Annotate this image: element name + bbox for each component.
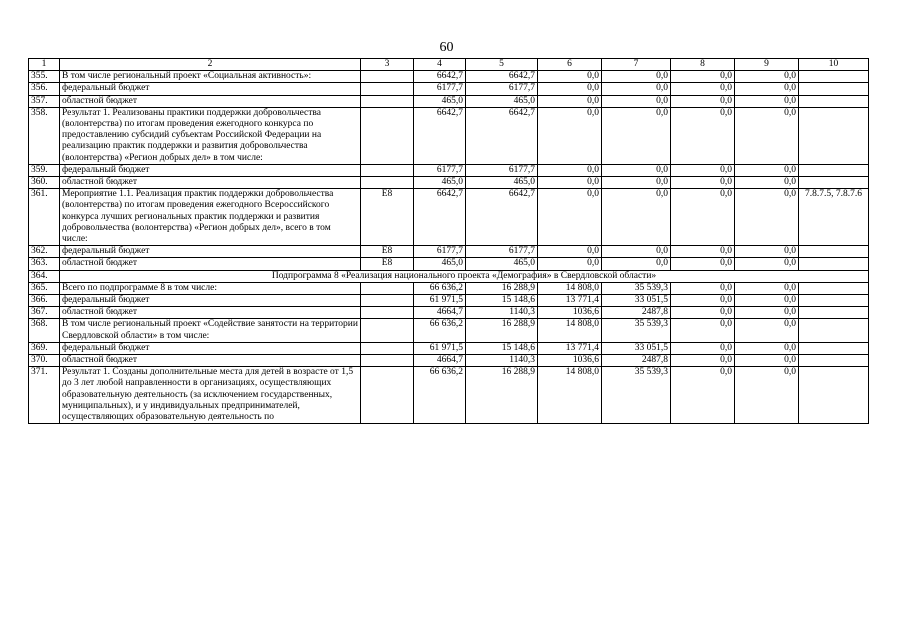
row-description: областной бюджет [60, 95, 361, 107]
row-number: 368. [29, 319, 60, 342]
row-code [361, 71, 414, 83]
col8-value: 0,0 [671, 71, 735, 83]
col7-value: 35 539,3 [602, 282, 671, 294]
col9-value: 0,0 [735, 71, 799, 83]
col5-value: 16 288,9 [466, 367, 538, 424]
table-row [29, 367, 869, 424]
col8-value: 0,0 [671, 295, 735, 307]
table-row [29, 189, 869, 246]
column-header: 9 [735, 59, 799, 71]
col9-value: 0,0 [735, 246, 799, 258]
col10-reference [799, 258, 869, 270]
col8-value: 0,0 [671, 355, 735, 367]
col6-value: 0,0 [538, 177, 602, 189]
col4-value: 465,0 [414, 177, 466, 189]
col4-value: 465,0 [414, 95, 466, 107]
col10-reference [799, 164, 869, 176]
col4-value: 66 636,2 [414, 319, 466, 342]
row-code [361, 295, 414, 307]
col7-value: 35 539,3 [602, 367, 671, 424]
row-description: областной бюджет [60, 177, 361, 189]
col5-value: 16 288,9 [466, 282, 538, 294]
col8-value: 0,0 [671, 246, 735, 258]
row-description: федеральный бюджет [60, 83, 361, 95]
table-row [29, 95, 869, 107]
row-code [361, 107, 414, 164]
row-description: Мероприятие 1.1. Реализация практик поддержки добровольчества (волонтерства) по итогам проведения ежегодного Всероссийского конкурса лучших региональных практик поддержки и развития добровольчества (волонтерства) «Регион добрых дел», всего в том числе: [60, 189, 361, 246]
row-number: 365. [29, 282, 60, 294]
col7-value: 33 051,5 [602, 342, 671, 354]
row-description: областной бюджет [60, 355, 361, 367]
col8-value: 0,0 [671, 95, 735, 107]
col5-value: 16 288,9 [466, 319, 538, 342]
row-description: федеральный бюджет [60, 295, 361, 307]
col7-value: 0,0 [602, 164, 671, 176]
col10-reference [799, 246, 869, 258]
row-code [361, 177, 414, 189]
col10-reference [799, 282, 869, 294]
row-code [361, 95, 414, 107]
row-description: федеральный бюджет [60, 342, 361, 354]
col4-value: 61 971,5 [414, 342, 466, 354]
col4-value: 66 636,2 [414, 282, 466, 294]
col5-value: 6642,7 [466, 189, 538, 246]
column-header: 4 [414, 59, 466, 71]
col9-value: 0,0 [735, 258, 799, 270]
col9-value: 0,0 [735, 342, 799, 354]
col9-value: 0,0 [735, 95, 799, 107]
row-code [361, 307, 414, 319]
col4-value: 4664,7 [414, 355, 466, 367]
column-header: 1 [29, 59, 60, 71]
row-number: 356. [29, 83, 60, 95]
row-code: Е8 [361, 258, 414, 270]
col9-value: 0,0 [735, 319, 799, 342]
table-row [29, 355, 869, 367]
col5-value: 6177,7 [466, 83, 538, 95]
col7-value: 0,0 [602, 107, 671, 164]
col10-reference [799, 355, 869, 367]
col9-value: 0,0 [735, 307, 799, 319]
col7-value: 0,0 [602, 177, 671, 189]
column-header: 10 [799, 59, 869, 71]
col8-value: 0,0 [671, 367, 735, 424]
table-row [29, 307, 869, 319]
row-description: В том числе региональный проект «Социальная активность»: [60, 71, 361, 83]
col5-value: 15 148,6 [466, 342, 538, 354]
table-row [29, 282, 869, 294]
column-header: 2 [60, 59, 361, 71]
col7-value: 0,0 [602, 83, 671, 95]
row-number: 367. [29, 307, 60, 319]
col4-value: 6642,7 [414, 189, 466, 246]
col4-value: 4664,7 [414, 307, 466, 319]
col10-reference [799, 83, 869, 95]
row-number: 370. [29, 355, 60, 367]
row-description: В том числе региональный проект «Содействие занятости на территории Свердловской области» в том числе: [60, 319, 361, 342]
row-number: 355. [29, 71, 60, 83]
table-row [29, 342, 869, 354]
col6-value: 0,0 [538, 95, 602, 107]
col6-value: 0,0 [538, 258, 602, 270]
col9-value: 0,0 [735, 295, 799, 307]
col10-reference: 7.8.7.5, 7.8.7.6 [799, 189, 869, 246]
col5-value: 6177,7 [466, 164, 538, 176]
col8-value: 0,0 [671, 83, 735, 95]
col4-value: 6642,7 [414, 71, 466, 83]
row-number: 359. [29, 164, 60, 176]
subprogram-heading: Подпрограмма 8 «Реализация национального проекта «Демография» в Свердловской области» [60, 270, 869, 282]
col5-value: 465,0 [466, 258, 538, 270]
row-code [361, 282, 414, 294]
row-description: областной бюджет [60, 258, 361, 270]
row-number: 358. [29, 107, 60, 164]
col8-value: 0,0 [671, 282, 735, 294]
column-header: 6 [538, 59, 602, 71]
row-code [361, 342, 414, 354]
row-code [361, 319, 414, 342]
table-row [29, 246, 869, 258]
col7-value: 0,0 [602, 258, 671, 270]
col8-value: 0,0 [671, 189, 735, 246]
col6-value: 14 808,0 [538, 282, 602, 294]
col6-value: 0,0 [538, 71, 602, 83]
col7-value: 0,0 [602, 246, 671, 258]
row-number: 361. [29, 189, 60, 246]
column-header: 3 [361, 59, 414, 71]
row-number: 371. [29, 367, 60, 424]
col6-value: 0,0 [538, 246, 602, 258]
row-number: 366. [29, 295, 60, 307]
col7-value: 0,0 [602, 189, 671, 246]
col6-value: 0,0 [538, 107, 602, 164]
row-description: Результат 1. Созданы дополнительные места для детей в возрасте от 1,5 до 3 лет любой направленности в организациях, осуществляющих образовательную деятельность (за исключением государственных, муниципальных), и у индивидуальных предпринимателей, осуществляющих образовательную деятельность по [60, 367, 361, 424]
col6-value: 0,0 [538, 189, 602, 246]
row-code [361, 164, 414, 176]
col6-value: 1036,6 [538, 355, 602, 367]
col4-value: 465,0 [414, 258, 466, 270]
col5-value: 15 148,6 [466, 295, 538, 307]
col6-value: 0,0 [538, 164, 602, 176]
col8-value: 0,0 [671, 258, 735, 270]
col7-value: 33 051,5 [602, 295, 671, 307]
row-code [361, 83, 414, 95]
row-description: федеральный бюджет [60, 164, 361, 176]
row-code [361, 367, 414, 424]
col5-value: 465,0 [466, 95, 538, 107]
col9-value: 0,0 [735, 177, 799, 189]
col7-value: 0,0 [602, 71, 671, 83]
table-row [29, 319, 869, 342]
col7-value: 0,0 [602, 95, 671, 107]
row-description: областной бюджет [60, 307, 361, 319]
col4-value: 66 636,2 [414, 367, 466, 424]
col5-value: 1140,3 [466, 307, 538, 319]
col4-value: 6177,7 [414, 83, 466, 95]
col9-value: 0,0 [735, 355, 799, 367]
col7-value: 2487,8 [602, 355, 671, 367]
col8-value: 0,0 [671, 164, 735, 176]
col10-reference [799, 342, 869, 354]
col4-value: 61 971,5 [414, 295, 466, 307]
col4-value: 6177,7 [414, 164, 466, 176]
column-header: 7 [602, 59, 671, 71]
row-description: федеральный бюджет [60, 246, 361, 258]
table-row [29, 83, 869, 95]
col9-value: 0,0 [735, 83, 799, 95]
row-code [361, 355, 414, 367]
table-row [29, 107, 869, 164]
table-row [29, 177, 869, 189]
col10-reference [799, 107, 869, 164]
col10-reference [799, 295, 869, 307]
table-row [29, 295, 869, 307]
row-code: Е8 [361, 189, 414, 246]
col8-value: 0,0 [671, 319, 735, 342]
col7-value: 35 539,3 [602, 319, 671, 342]
col9-value: 0,0 [735, 367, 799, 424]
col4-value: 6642,7 [414, 107, 466, 164]
table-header-row [29, 59, 869, 71]
col10-reference [799, 71, 869, 83]
col7-value: 2487,8 [602, 307, 671, 319]
col9-value: 0,0 [735, 164, 799, 176]
col5-value: 6642,7 [466, 107, 538, 164]
col10-reference [799, 177, 869, 189]
row-description: Всего по подпрограмме 8 в том числе: [60, 282, 361, 294]
table-row [29, 270, 869, 282]
col6-value: 0,0 [538, 83, 602, 95]
column-header: 5 [466, 59, 538, 71]
col5-value: 465,0 [466, 177, 538, 189]
page-number: 60 [439, 40, 454, 55]
row-number: 364. [29, 270, 60, 282]
col6-value: 14 808,0 [538, 319, 602, 342]
col9-value: 0,0 [735, 282, 799, 294]
col9-value: 0,0 [735, 107, 799, 164]
col4-value: 6177,7 [414, 246, 466, 258]
budget-table [28, 58, 869, 424]
col8-value: 0,0 [671, 307, 735, 319]
row-number: 369. [29, 342, 60, 354]
col10-reference [799, 367, 869, 424]
row-description: Результат 1. Реализованы практики поддержки добровольчества (волонтерства) по итогам проведения ежегодного конкурса по предоставлению субсидий субъектам Российской Федерации на реализацию практик поддержки и развития добровольчества (волонтерства) «Регион добрых дел» в том числе: [60, 107, 361, 164]
col8-value: 0,0 [671, 107, 735, 164]
col5-value: 1140,3 [466, 355, 538, 367]
col8-value: 0,0 [671, 177, 735, 189]
col10-reference [799, 95, 869, 107]
col6-value: 14 808,0 [538, 367, 602, 424]
table-row [29, 164, 869, 176]
col6-value: 1036,6 [538, 307, 602, 319]
col5-value: 6642,7 [466, 71, 538, 83]
row-number: 357. [29, 95, 60, 107]
col9-value: 0,0 [735, 189, 799, 246]
col10-reference [799, 319, 869, 342]
row-number: 362. [29, 246, 60, 258]
table-row [29, 71, 869, 83]
col10-reference [799, 307, 869, 319]
col5-value: 6177,7 [466, 246, 538, 258]
row-number: 360. [29, 177, 60, 189]
col6-value: 13 771,4 [538, 295, 602, 307]
col8-value: 0,0 [671, 342, 735, 354]
row-code: Е8 [361, 246, 414, 258]
table-row [29, 258, 869, 270]
col6-value: 13 771,4 [538, 342, 602, 354]
row-number: 363. [29, 258, 60, 270]
column-header: 8 [671, 59, 735, 71]
